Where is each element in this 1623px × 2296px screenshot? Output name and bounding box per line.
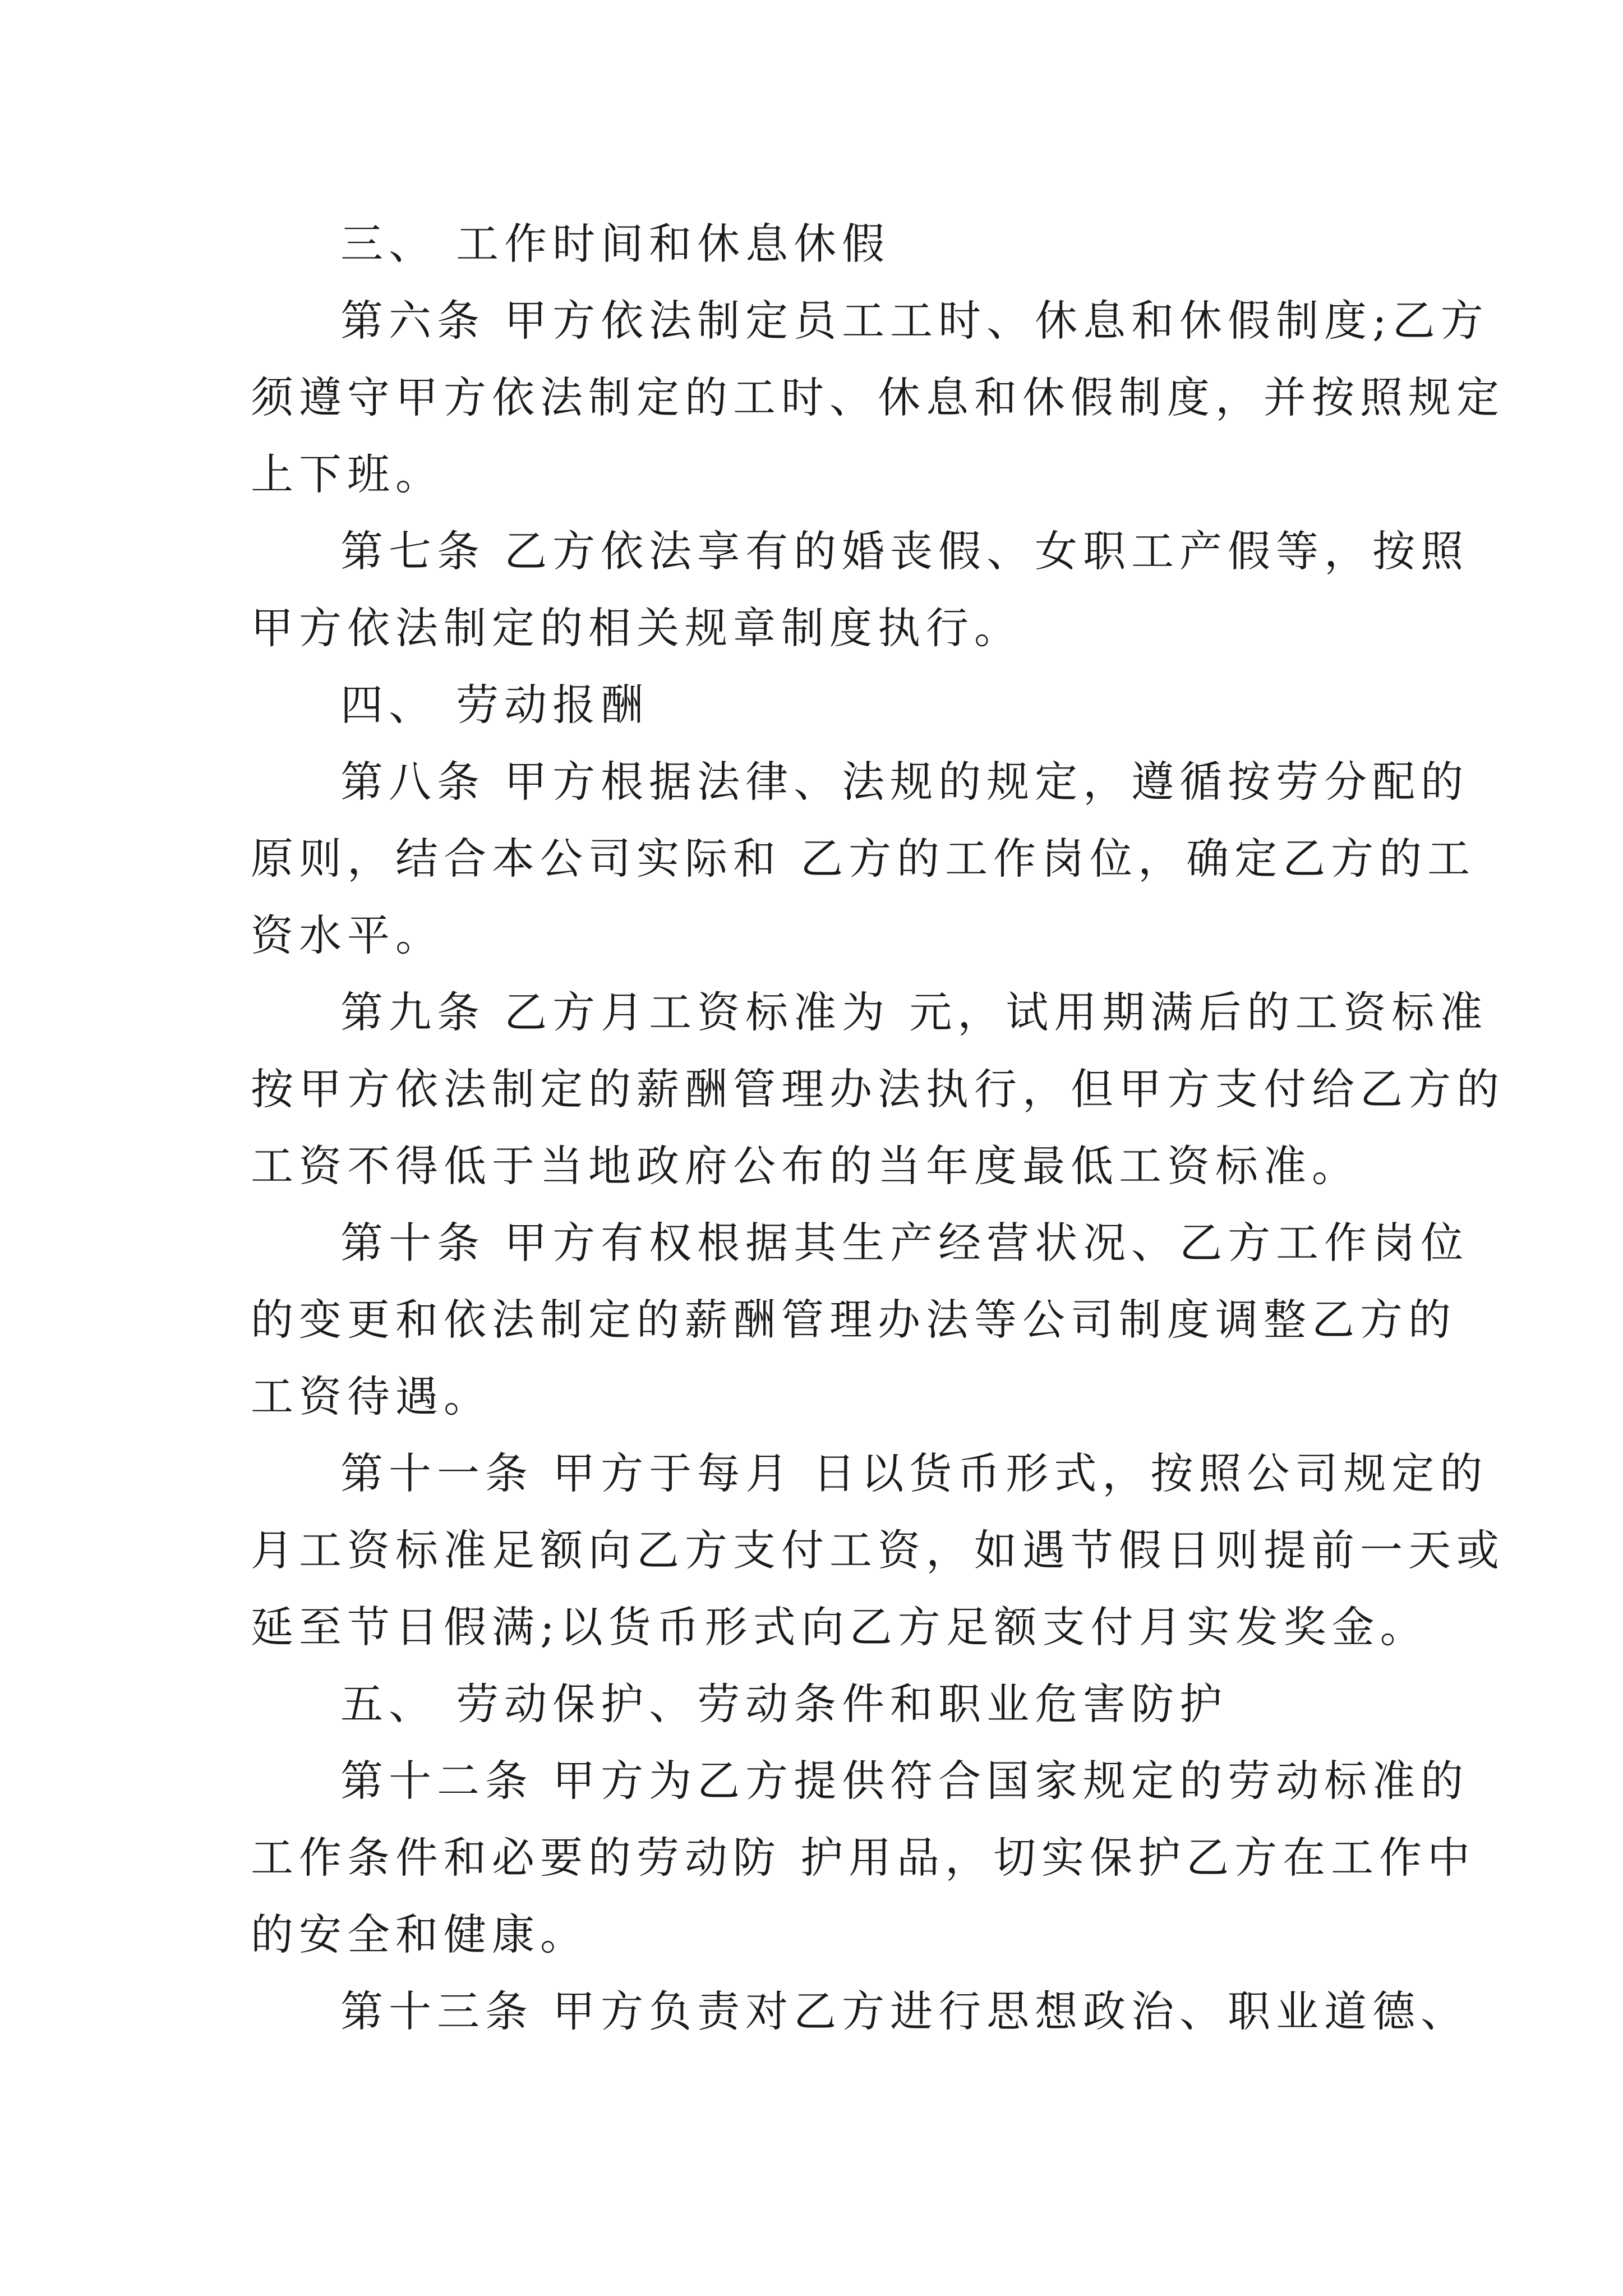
article-13-line-1: 第十三条 甲方负责对乙方进行思想政治、职业道德、 bbox=[340, 1986, 1469, 2036]
article-6-line-3: 上下班。 bbox=[251, 449, 444, 499]
article-8-line-2: 原则，结合本公司实际和 乙方的工作岗位，确定乙方的工 bbox=[251, 834, 1476, 884]
article-7-line-2: 甲方依法制定的相关规章制度执行。 bbox=[251, 603, 1022, 653]
article-12-line-3: 的安全和健康。 bbox=[251, 1910, 588, 1959]
article-6-line-2: 须遵守甲方依法制定的工时、休息和休假制度，并按照规定 bbox=[251, 372, 1505, 422]
article-11-line-2: 月工资标准足额向乙方支付工资，如遇节假日则提前一天或 bbox=[251, 1525, 1505, 1575]
article-9-line-1: 第九条 乙方月工资标准为 元，试用期满后的工资标准 bbox=[340, 987, 1488, 1037]
article-6-line-1: 第六条 甲方依法制定员工工时、休息和休假制度;乙方 bbox=[340, 296, 1489, 346]
article-10-line-1: 第十条 甲方有权根据其生产经营状况、乙方工作岗位 bbox=[340, 1218, 1469, 1268]
article-8-line-1: 第八条 甲方根据法律、法规的规定，遵循按劳分配的 bbox=[340, 757, 1469, 807]
article-12-line-1: 第十二条 甲方为乙方提供符合国家规定的劳动标准的 bbox=[340, 1756, 1469, 1806]
section-heading-remuneration: 四、 劳动报酬 bbox=[340, 680, 649, 730]
article-10-line-2: 的变更和依法制定的薪酬管理办法等公司制度调整乙方的 bbox=[251, 1295, 1456, 1345]
article-8-line-3: 资水平。 bbox=[251, 910, 444, 960]
article-9-line-3: 工资不得低于当地政府公布的当年度最低工资标准。 bbox=[251, 1141, 1360, 1191]
article-11-line-1: 第十一条 甲方于每月 日以货币形式，按照公司规定的 bbox=[340, 1448, 1488, 1498]
article-12-line-2: 工作条件和必要的劳动防 护用品，切实保护乙方在工作中 bbox=[251, 1833, 1476, 1883]
article-9-line-2: 按甲方依法制定的薪酬管理办法执行，但甲方支付给乙方的 bbox=[251, 1064, 1505, 1114]
article-7-line-1: 第七条 乙方依法享有的婚丧假、女职工产假等，按照 bbox=[340, 526, 1469, 576]
section-heading-work-hours: 三、 工作时间和休息休假 bbox=[340, 219, 891, 269]
article-11-line-3: 延至节日假满;以货币形式向乙方足额支付月实发奖金。 bbox=[251, 1602, 1428, 1652]
article-10-line-3: 工资待遇。 bbox=[251, 1372, 492, 1421]
contract-text bbox=[251, 205, 1505, 2050]
section-heading-labor-protection: 五、 劳动保护、劳动条件和职业危害防护 bbox=[340, 1679, 1228, 1729]
